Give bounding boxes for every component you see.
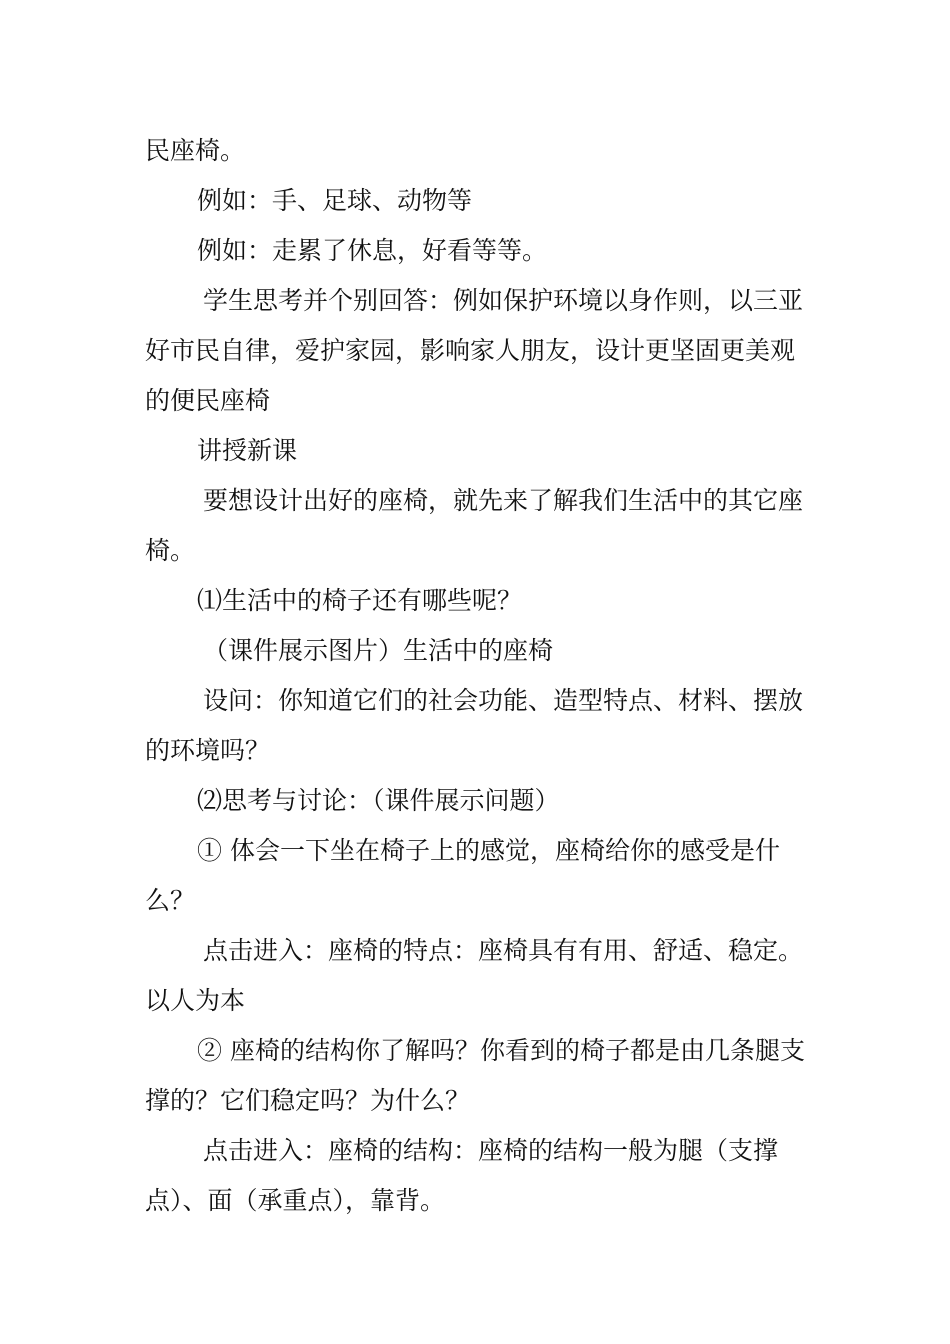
- paragraph-11: ① 体会一下坐在椅子上的感觉，座椅给你的感受是什么？: [145, 836, 780, 915]
- paragraph-2: 例如：手、足球、动物等: [197, 186, 473, 215]
- paragraph-5: 讲授新课: [197, 436, 298, 465]
- paragraph-6: 要想设计出好的座椅，就先来了解我们生活中的其它座椅。: [145, 486, 804, 565]
- paragraph-3: 例如：走累了休息，好看等等。: [197, 236, 548, 265]
- paragraph-8: （课件展示图片）生活中的座椅: [203, 636, 554, 665]
- paragraph-9: 设问：你知道它们的社会功能、造型特点、材料、摆放的环境吗？: [145, 686, 804, 765]
- paragraph-1: 民座椅。: [145, 136, 246, 165]
- document-body: [145, 126, 815, 1226]
- paragraph-12: 点击进入：座椅的特点：座椅具有有用、舒适、稳定。以人为本: [145, 936, 804, 1015]
- paragraph-13: ② 座椅的结构你了解吗？你看到的椅子都是由几条腿支撑的？它们稳定吗？为什么？: [145, 1036, 805, 1115]
- paragraph-14: 点击进入：座椅的结构：座椅的结构一般为腿（支撑点）、面（承重点），靠背。: [145, 1136, 779, 1215]
- paragraph-4: 学生思考并个别回答：例如保护环境以身作则，以三亚好市民自律，爱护家园，影响家人朋友，设计更坚固更美观的便民座椅: [145, 286, 804, 415]
- paragraph-7: ⑴生活中的椅子还有哪些呢？: [197, 586, 523, 615]
- paragraph-10: ⑵思考与讨论：（课件展示问题）: [197, 786, 560, 815]
